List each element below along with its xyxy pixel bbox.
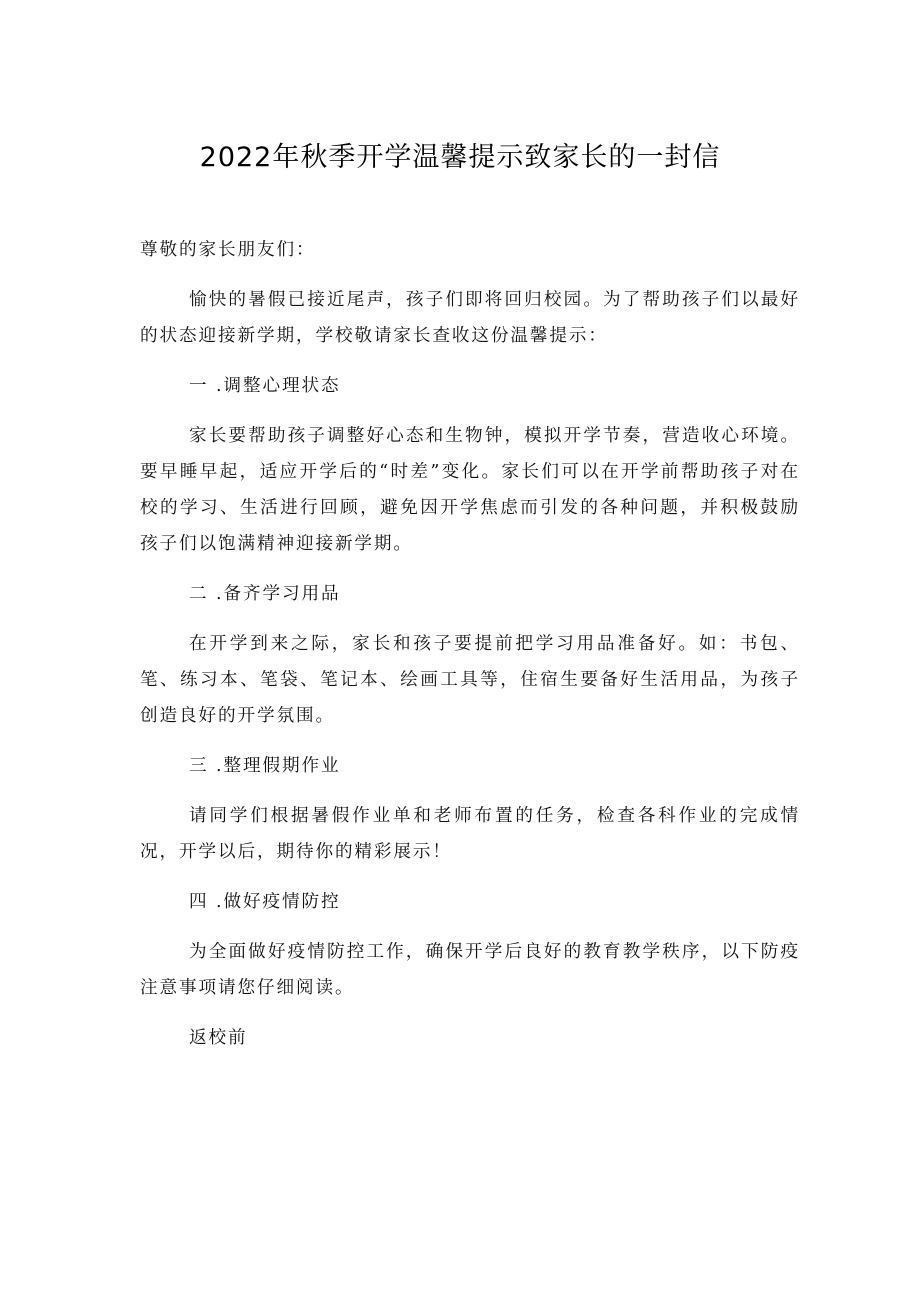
section-1-heading: 一 .调整心理状态 (189, 376, 341, 396)
section-3-heading: 三 .整理假期作业 (189, 756, 341, 776)
document-body (140, 232, 800, 1056)
section-4-heading: 四 .做好疫情防控 (189, 892, 341, 912)
document-title: 2022年秋季开学温馨提示致家长的一封信 (199, 142, 721, 173)
section-1-body: 家长要帮助孩子调整好心态和生物钟，模拟开学节奏，营造收心环境。要早睡早起，适应开学后的“时差”变化。家长们可以在开学前帮助孩子对在校的学习、生活进行回顾，避免因开学焦虑而引发的各种问题，并积极鼓励孩子们以饱满精神迎接新学期。 (140, 426, 800, 554)
section-3-body: 请同学们根据暑假作业单和老师布置的任务，检查各科作业的完成情况，开学以后，期待你的精彩展示！ (140, 806, 800, 862)
salutation: 尊敬的家长朋友们： (140, 240, 316, 260)
intro-paragraph: 愉快的暑假已接近尾声，孩子们即将回归校园。为了帮助孩子们以最好的状态迎接新学期，学校敬请家长查收这份温馨提示： (140, 290, 800, 346)
section-2-body: 在开学到来之际，家长和孩子要提前把学习用品准备好。如：书包、笔、练习本、笔袋、笔记本、绘画工具等，住宿生要备好生活用品，为孩子创造良好的开学氛围。 (140, 634, 800, 726)
section-2-heading: 二 .备齐学习用品 (189, 584, 341, 604)
section-4-body: 为全面做好疫情防控工作，确保开学后良好的教育教学秩序，以下防疫注意事项请您仔细阅读。 (140, 942, 800, 998)
subheading-before-return: 返校前 (189, 1028, 248, 1048)
